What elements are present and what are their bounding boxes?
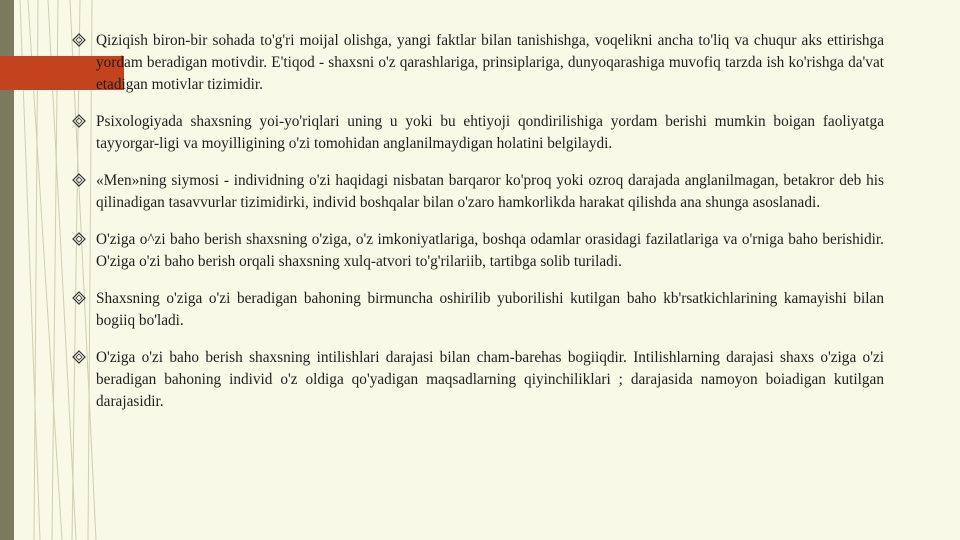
list-item-text: Shaxsning o'ziga o'zi beradigan bahoning birmuncha oshirilib yuborilishi kutilgan baho kb'rsatkichlarining kamayishi bilan bogiiq bo'ladi.	[96, 290, 884, 329]
diamond-bullet-icon	[72, 291, 86, 305]
diamond-bullet-icon	[72, 232, 86, 246]
diamond-bullet-icon	[72, 33, 86, 47]
list-item	[72, 111, 884, 155]
list-item	[72, 288, 884, 332]
list-item-text: O'ziga o^zi baho berish shaxsning o'ziga, o'z imkoniyatlariga, boshqa odamlar orasidagi fazilatlariga va o'rniga baho berishidir. O'ziga o'zi baho berish orqali shaxsning xulq-atvori to'g'rilariib, tartibga solib turiladi.	[96, 231, 884, 270]
diamond-bullet-icon	[72, 173, 86, 187]
list-item-text: Qiziqish biron-bir sohada to'g'ri moijal olishga, yangi faktlar bilan tanishishga, voqelikni ancha to'liq va chuqur aks ettirishga yordam beradigan motivdir. E'tiqod - shaxsni o'z qarashlariga, prinsiplariga, dunyoqarashiga muvofiq tarzda ish ko'rishga da'vat etadigan motivlar tizimidir.	[96, 32, 884, 93]
list-item	[72, 170, 884, 214]
list-item	[72, 347, 884, 413]
list-item	[72, 229, 884, 273]
bullet-list	[72, 30, 884, 428]
list-item-text: Psixologiyada shaxsning yoi-yo'riqlari uning u yoki bu ehtiyoji qondirilishiga yordam berishi mumkin boigan faoliyatga tayyorgar-ligi va moyilligining o'zi tomohidan anglanilmaydigan holatini belgilaydi.	[96, 113, 884, 152]
list-item-text: «Men»ning siymosi - individning o'zi haqidagi nisbatan barqaror ko'proq yoki ozroq darajada anglanilmagan, betakror deb his qilinadigan tasavvurlar tizimidirki, individ boshqalar bilan o'zaro hamkorlikda harakat qilishda ana shunga asoslanadi.	[96, 172, 884, 211]
list-item-text: O'ziga o'zi baho berish shaxsning intilishlari darajasi bilan cham-barehas bogiiqdir. Intilishlarning darajasi shaxs o'ziga o'zi beradigan bahoning individ o'z oldiga qo'yadigan maqsadlarning qiyinchiliklari ; darajasida namoyon boiadigan kutilgan darajasidir.	[96, 349, 884, 410]
diamond-bullet-icon	[72, 114, 86, 128]
diamond-bullet-icon	[72, 350, 86, 364]
list-item	[72, 30, 884, 96]
